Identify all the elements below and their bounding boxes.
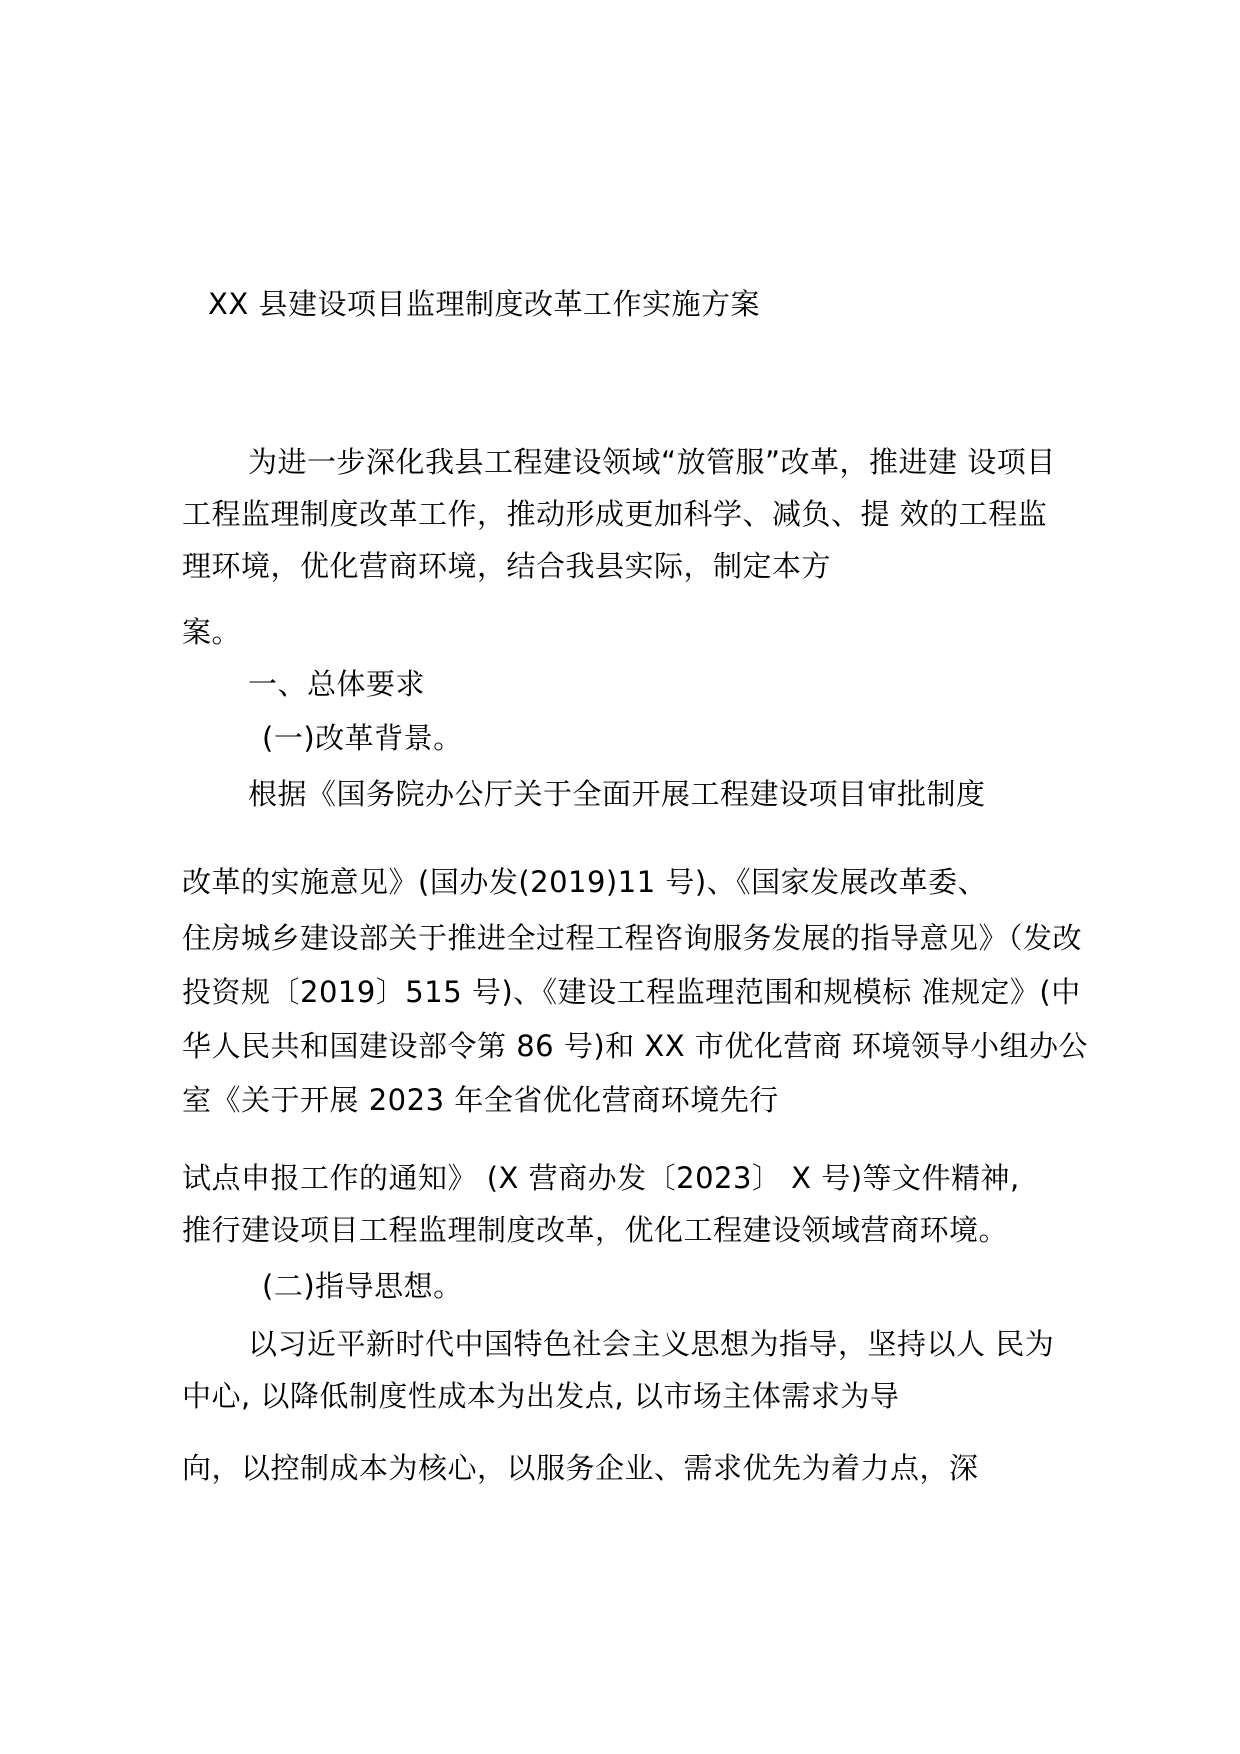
paragraph-line: 中心, 以降低制度性成本为出发点, 以市场主体需求为导: [182, 1379, 900, 1413]
paragraph-line: 为进一步深化我县工程建设领域“放管服”改革，推进建 设项目: [248, 445, 1056, 479]
section-heading: 一、总体要求: [248, 667, 426, 701]
paragraph-line: 工程监理制度改革工作，推动形成更加科学、减负、提 效的工程监: [182, 497, 1048, 531]
paragraph-line: 住房城乡建设部关于推进全过程工程咨询服务发展的指导意见》（发改: [182, 921, 1083, 955]
subsection-heading: (二)指导思想。: [262, 1269, 463, 1303]
paragraph-line: 案。: [182, 615, 242, 649]
paragraph-line: 华人民共和国建设部令第 86 号)和 XX 市优化营商 环境领导小组办公: [182, 1029, 1089, 1063]
paragraph-line: 以习近平新时代中国特色社会主义思想为指导，坚持以人 民为: [248, 1327, 1055, 1361]
paragraph-line: 投资规〔2019〕515 号)、《建设工程监理范围和规模标 准规定》(中: [182, 975, 1081, 1009]
paragraph-line: 改革的实施意见》(国办发(2019)11 号)、《国家发展改革委、: [182, 865, 988, 899]
paragraph-line: 室《关于开展 2023 年全省优化营商环境先行: [182, 1083, 779, 1117]
paragraph-line: 理环境，优化营商环境，结合我县实际，制定本方: [182, 549, 832, 583]
document-title: XX 县建设项目监理制度改革工作实施方案: [208, 287, 760, 321]
paragraph-line: 试点申报工作的通知》 (X 营商办发〔2023〕 X 号)等文件精神,: [182, 1161, 1020, 1195]
paragraph-line: 根据《国务院办公厅关于全面开展工程建设项目审批制度: [248, 777, 986, 811]
subsection-heading: (一)改革背景。: [262, 721, 463, 755]
paragraph-line: 推行建设项目工程监理制度改革，优化工程建设领域营商环境。: [182, 1213, 1009, 1247]
paragraph-line: 向，以控制成本为核心，以服务企业、需求优先为着力点，深: [182, 1451, 979, 1485]
